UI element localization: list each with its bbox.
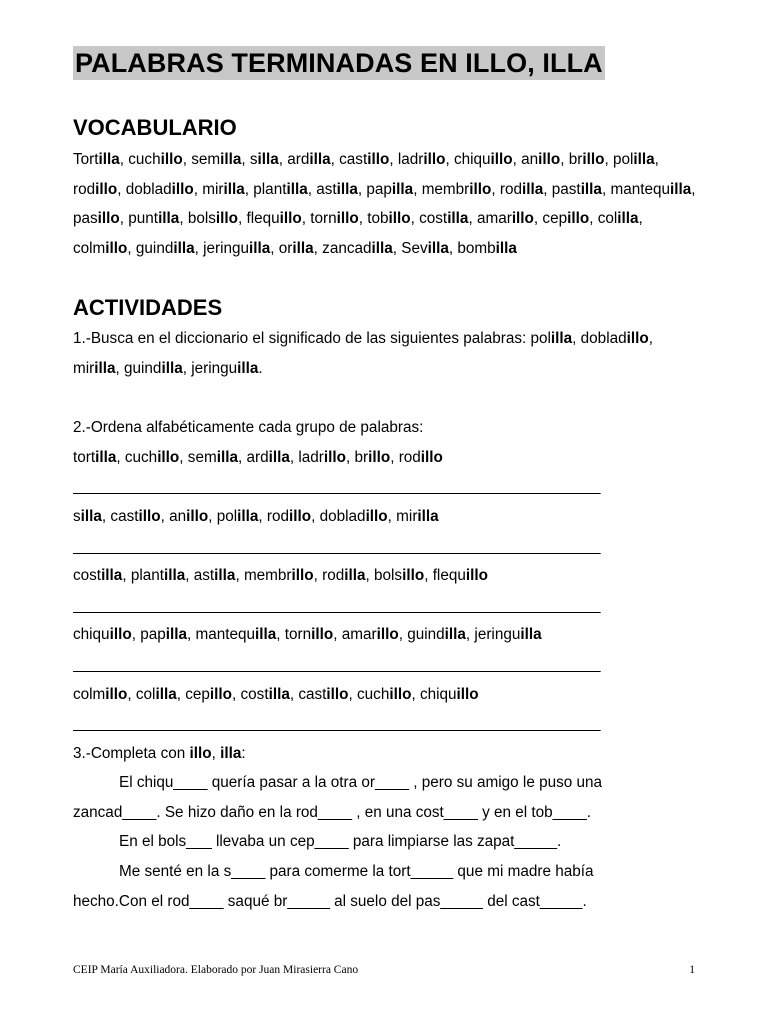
word-ending: illa: [155, 685, 177, 703]
vocab-word: [188, 210, 238, 227]
word-stem: mantequ: [195, 626, 256, 644]
word-ending: illa: [158, 210, 180, 228]
vocab-word: [316, 181, 358, 198]
word-ending: illa: [98, 151, 120, 168]
word-stem: bols: [187, 210, 216, 228]
activity-2-groups: [73, 443, 698, 739]
word-ending: illo: [420, 448, 443, 466]
word-stem: cast: [298, 685, 327, 703]
word-stem: col: [597, 210, 618, 228]
vocab-word: [244, 567, 314, 584]
vocab-word: [279, 240, 314, 257]
word-ending: illa: [336, 180, 358, 198]
word-stem: an: [521, 151, 539, 168]
vocab-word: [253, 181, 307, 198]
word-stem: or: [278, 239, 293, 257]
vocab-word: [457, 240, 517, 257]
word-ending: illo: [423, 151, 446, 168]
word-stem: punt: [128, 210, 159, 228]
vocab-word: [399, 449, 443, 466]
word-stem: flequ: [432, 567, 466, 585]
vocab-word: [287, 151, 330, 168]
word-ending: illa: [161, 359, 183, 377]
vocab-word: [433, 567, 488, 584]
word-ending: illa: [580, 180, 602, 198]
word-group: colmillo, colilla, cepillo, costilla, castillo, cuchillo, chiquillo: [73, 685, 479, 703]
word-ending: illa: [444, 626, 466, 644]
word-stem: pap: [140, 626, 166, 644]
word-group: silla, castillo, anillo, polilla, rodillo, dobladillo, mirilla: [73, 507, 439, 525]
vocab-word: [131, 567, 185, 584]
word-ending: illa: [292, 239, 314, 257]
word-ending: illa: [550, 330, 573, 348]
word-ending: illa: [95, 448, 117, 466]
word-stem: amar: [341, 626, 377, 644]
word-stem: colm: [73, 239, 106, 257]
word-stem: Sev: [401, 239, 428, 257]
word-stem: doblad: [580, 330, 627, 348]
word-ending: illo: [465, 567, 488, 585]
worksheet-page: [73, 46, 698, 916]
word-ending: illa: [101, 567, 123, 585]
vocab-word: [73, 210, 120, 227]
word-stem: cost: [73, 567, 102, 585]
word-ending: illo: [376, 626, 399, 644]
vocab-word: [73, 360, 116, 377]
vocab-word: [125, 449, 179, 466]
answer-line[interactable]: ______________________________________________________________: [73, 596, 601, 614]
word-ending: illa: [309, 151, 331, 168]
word-stem: cost: [240, 685, 269, 703]
word-stem: pap: [366, 180, 392, 198]
word-ending: illo: [291, 567, 314, 585]
word-stem: cep: [542, 210, 568, 228]
vocab-word: [322, 240, 393, 257]
word-ending: illo: [456, 685, 479, 703]
word-ending: illo: [311, 626, 334, 644]
word-group: chiquillo, papilla, mantequilla, tornillo, amarillo, guindilla, jeringuilla: [73, 626, 542, 644]
vocab-word: [217, 508, 259, 525]
vocab-word: [339, 151, 389, 168]
vocab-word: [140, 626, 187, 643]
word-stem: rod: [73, 180, 96, 198]
vocab-word: [454, 151, 513, 168]
vocab-word: [367, 210, 410, 227]
word-stem: chiqu: [453, 151, 491, 168]
word-stem: cuch: [128, 151, 161, 168]
vocab-word: [401, 240, 449, 257]
vocab-word: [374, 567, 424, 584]
vocab-word: [128, 210, 179, 227]
word-stem: br: [568, 151, 583, 168]
vocab-word: [419, 210, 468, 227]
word-stem: sem: [191, 151, 221, 168]
word-stem: tob: [367, 210, 389, 228]
page-title: PALABRAS TERMINADAS EN ILLO, ILLA: [75, 48, 603, 78]
vocab-word: [188, 449, 238, 466]
word-stem: mir: [73, 359, 95, 377]
word-stem: chiqu: [419, 685, 457, 703]
word-ending: illo: [538, 151, 561, 168]
word-stem: rod: [499, 180, 522, 198]
word-ending: illo: [138, 507, 161, 525]
word-ending: illo: [95, 180, 118, 198]
word-stem: jeringu: [191, 359, 238, 377]
word-stem: rod: [266, 507, 290, 525]
word-ending: illa: [344, 567, 366, 585]
answer-line[interactable]: ______________________________________________________________: [73, 537, 601, 555]
fill-in-line: El chiqu____ quería pasar a la otra or____ , pero su amigo le puso una: [119, 774, 603, 792]
vocab-word: [247, 210, 302, 227]
word-stem: pol: [612, 151, 634, 168]
word-ending: illo: [171, 180, 194, 198]
word-ending: illa: [633, 151, 655, 168]
word-stem: ard: [246, 448, 269, 466]
answer-line[interactable]: ______________________________________________________________: [73, 478, 601, 496]
word-ending: illa: [255, 626, 277, 644]
word-stem: bols: [374, 567, 403, 585]
vocab-word: [110, 508, 160, 525]
word-stem: amar: [476, 210, 512, 228]
word-stem: jeringu: [474, 626, 521, 644]
word-stem: tort: [73, 448, 96, 466]
vocab-word: [202, 181, 245, 198]
vocab-word: [357, 686, 411, 703]
word-ending: illa: [286, 180, 308, 198]
word-stem: guind: [124, 359, 162, 377]
activity-3-paragraph: [73, 768, 698, 916]
word-stem: doblad: [319, 507, 366, 525]
word-stem: colm: [73, 685, 106, 703]
word-stem: pol: [216, 507, 238, 525]
word-ending: illa: [165, 626, 187, 644]
vocab-word: [407, 626, 466, 643]
word-stem: mir: [202, 180, 224, 198]
vocab-word: [500, 181, 543, 198]
word-ending: illa: [223, 180, 245, 198]
vocabulary-heading: VOCABULARIO: [73, 115, 237, 140]
word-ending: illo: [388, 210, 411, 228]
word-stem: guind: [407, 626, 445, 644]
word-ending: illa: [216, 448, 238, 466]
vocab-word: [474, 626, 541, 643]
vocab-word: [195, 626, 276, 643]
activity-3-instruction: 3.-Completa con illo, illa:: [73, 744, 246, 762]
vocab-word: [285, 626, 333, 643]
word-ending: illa: [417, 507, 439, 525]
answer-line[interactable]: ______________________________________________________________: [73, 715, 601, 733]
word-stem: cuch: [357, 685, 390, 703]
word-stem: ard: [287, 151, 310, 168]
vocab-word: [73, 508, 102, 525]
word-ending: illa: [495, 239, 517, 257]
word-stem: pol: [530, 330, 551, 348]
word-stem: past: [551, 180, 581, 198]
word-ending: illo: [186, 507, 209, 525]
word-ending: illa: [522, 180, 544, 198]
word-ending: illa: [268, 685, 290, 703]
word-stem: jeringu: [203, 239, 250, 257]
activity-1: 1.-Busca en el diccionario el significado de las siguientes palabras: polilla, dobladillo, mirilla, guindilla, jeringuilla.: [73, 330, 653, 377]
word-stem: rod: [322, 567, 345, 585]
vocab-word: [126, 181, 194, 198]
word-ending: illo: [209, 685, 233, 703]
vocab-word: [250, 151, 279, 168]
vocab-word: [194, 567, 236, 584]
word-stem: mir: [396, 507, 418, 525]
word-ending: illo: [490, 151, 513, 168]
word-stem: ladr: [397, 151, 424, 168]
vocab-word: [136, 686, 177, 703]
vocab-word: [298, 449, 346, 466]
answer-line[interactable]: ______________________________________________________________: [73, 655, 601, 673]
vocab-word: [542, 210, 589, 227]
word-group: tortilla, cuchillo, semilla, ardilla, ladrillo, brillo, rodillo: [73, 448, 443, 466]
word-stem: s: [249, 151, 258, 168]
activity-2-instruction: 2.-Ordena alfabéticamente cada grupo de palabras:: [73, 419, 424, 437]
word-ending: illa: [520, 626, 542, 644]
vocab-word: [581, 330, 649, 347]
word-ending: illo: [160, 151, 183, 168]
vocab-word: [191, 151, 241, 168]
fill-in-line: En el bols___ llevaba un cep____ para limpiarse las zapat_____.: [119, 833, 562, 851]
word-stem: mantequ: [610, 180, 670, 198]
word-stem: torn: [310, 210, 337, 228]
word-ending: illa: [427, 239, 449, 257]
word-ending: illa: [173, 239, 195, 257]
word-ending: illa: [164, 567, 186, 585]
word-ending: illa: [371, 239, 393, 257]
vocab-word: [366, 181, 413, 198]
word-stem: sem: [187, 448, 217, 466]
fill-in-line: hecho.Con el rod____ saqué br_____ al suelo del pas_____ del cast_____.: [73, 892, 587, 910]
vocab-word: [124, 360, 183, 377]
word-stem: ast: [193, 567, 215, 585]
word-ending: illo: [215, 210, 238, 228]
vocab-word: [354, 449, 390, 466]
word-stem: plant: [130, 567, 164, 585]
vocab-word: [610, 181, 691, 198]
vocab-word: [191, 360, 258, 377]
word-stem: rod: [398, 448, 421, 466]
vocab-word: [569, 151, 605, 168]
word-ending: illa: [268, 448, 290, 466]
fill-in-line: Me senté en la s____ para comerme la tort_____ que mi madre había: [119, 863, 594, 881]
word-stem: bomb: [457, 239, 496, 257]
word-ending: illa: [237, 507, 259, 525]
vocab-word: [73, 686, 127, 703]
word-stem: br: [354, 448, 369, 466]
word-stem: guind: [135, 239, 174, 257]
vocab-word: [320, 508, 388, 525]
word-ending: illo: [323, 448, 346, 466]
vocab-word: [73, 151, 120, 168]
word-ending: illa: [391, 180, 414, 198]
word-ending: illa: [257, 151, 279, 168]
word-ending: illo: [389, 685, 412, 703]
word-stem: cast: [339, 151, 368, 168]
vocab-word: [73, 626, 132, 643]
footer-credit: CEIP María Auxiliadora. Elaborado por Juan Mirasierra Cano: [73, 964, 359, 976]
vocab-word: [241, 686, 290, 703]
vocab-word: [73, 567, 122, 584]
word-stem: membr: [421, 180, 470, 198]
vocab-word: [398, 151, 446, 168]
word-ending: illa: [94, 359, 116, 377]
word-stem: an: [169, 507, 187, 525]
word-stem: chiqu: [73, 626, 110, 644]
vocab-word: [136, 240, 195, 257]
vocab-word: [298, 686, 348, 703]
word-ending: illo: [105, 239, 128, 257]
vocab-word: [203, 240, 270, 257]
vocab-word: [422, 181, 492, 198]
word-stem: pas: [73, 210, 98, 228]
vocab-word: [552, 181, 602, 198]
vocab-word: [521, 151, 560, 168]
vocabulary-list: Tortilla, cuchillo, semilla, silla, ardilla, castillo, ladrillo, chiquillo, anillo, brillo, polilla, rodillo, dobladillo, mirilla, plantilla, astilla, papilla, membrillo, rodilla, pastilla, mantequilla, pasillo, puntilla, bolsillo, flequillo, tornillo, tobillo, costilla, amarillo, cepillo, colilla, colmillo, guindilla, jeringuilla, orilla, zancadilla, Sevilla, bombilla: [73, 151, 696, 257]
word-stem: flequ: [246, 210, 280, 228]
word-stem: cast: [110, 507, 139, 525]
vocab-word: [477, 210, 534, 227]
word-stem: cuch: [124, 448, 158, 466]
vocab-word: [310, 210, 358, 227]
vocab-word: [185, 686, 232, 703]
word-stem: plant: [253, 180, 287, 198]
vocab-word: [613, 151, 655, 168]
vocab-word: [73, 181, 117, 198]
word-ending: illo: [105, 685, 128, 703]
word-ending: illo: [511, 210, 534, 228]
word-stem: ladr: [298, 448, 324, 466]
word-stem: doblad: [125, 180, 172, 198]
word-stem: ast: [316, 180, 337, 198]
vocab-word: [169, 508, 208, 525]
word-ending: illa: [617, 210, 639, 228]
word-ending: illa: [237, 359, 259, 377]
word-ending: illo: [368, 448, 391, 466]
word-stem: s: [73, 507, 81, 525]
word-ending: illo: [626, 330, 649, 348]
vocab-word: [73, 449, 116, 466]
word-ending: illo: [336, 210, 359, 228]
activities-heading: ACTIVIDADES: [73, 295, 223, 321]
page-number: 1: [689, 964, 695, 976]
word-stem: zancad: [322, 239, 372, 257]
word-ending: illo: [326, 685, 349, 703]
word-ending: illo: [97, 210, 120, 228]
word-ending: illo: [279, 210, 302, 228]
word-ending: illo: [367, 151, 390, 168]
word-ending: illa: [669, 180, 692, 198]
word-ending: illa: [214, 567, 236, 585]
vocab-word: [530, 330, 572, 347]
word-stem: membr: [243, 567, 292, 585]
word-stem: torn: [284, 626, 312, 644]
vocab-word: [73, 240, 127, 257]
word-ending: illo: [109, 626, 132, 644]
word-stem: Tort: [73, 151, 99, 168]
vocab-word: [246, 449, 289, 466]
fill-in-line: zancad____. Se hizo daño en la rod____ , en una cost____ y en el tob____.: [73, 803, 591, 821]
vocab-word: [396, 508, 439, 525]
word-ending: illo: [402, 567, 425, 585]
word-stem: col: [135, 685, 156, 703]
word-ending: illo: [567, 210, 590, 228]
word-ending: illo: [157, 448, 180, 466]
word-ending: illa: [220, 151, 242, 168]
word-ending: illo: [365, 507, 388, 525]
word-ending: illo: [289, 507, 312, 525]
vocab-word: [322, 567, 365, 584]
page-footer: [73, 964, 695, 976]
vocab-word: [420, 686, 479, 703]
vocab-word: [128, 151, 182, 168]
word-ending: illa: [447, 210, 469, 228]
vocab-word: [342, 626, 399, 643]
word-ending: illo: [582, 151, 605, 168]
word-ending: illa: [80, 507, 102, 525]
vocab-word: [598, 210, 639, 227]
word-ending: illa: [249, 239, 271, 257]
word-ending: illo: [469, 180, 492, 198]
vocab-word: [267, 508, 311, 525]
word-group: costilla, plantilla, astilla, membrillo, rodilla, bolsillo, flequillo: [73, 567, 488, 585]
word-stem: cep: [185, 685, 210, 703]
word-stem: cost: [419, 210, 448, 228]
